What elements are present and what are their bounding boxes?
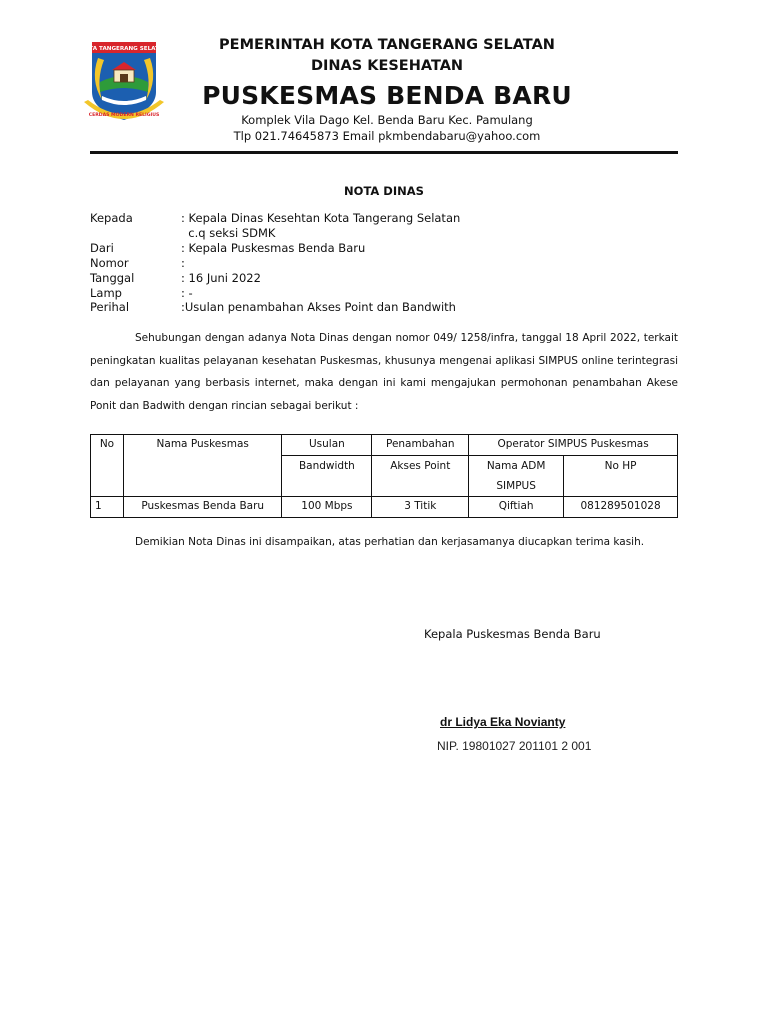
- header-no-hp: No HP: [564, 456, 678, 497]
- field-value-cq: c.q seksi SDMK: [181, 226, 276, 240]
- header-akses-point: Akses Point: [372, 456, 469, 497]
- field-label-kepada: Kepada: [90, 211, 133, 225]
- logo-top-text: KOTA TANGERANG SELATAN: [80, 46, 168, 53]
- signature-nip: NIP. 19801027 201101 2 001: [437, 739, 592, 753]
- field-label-lamp: Lamp: [90, 286, 122, 300]
- logo-door-icon: [120, 74, 128, 82]
- field-value-perihal: :Usulan penambahan Akses Point dan Bandwith: [181, 300, 456, 314]
- field-label-dari: Dari: [90, 241, 114, 255]
- cell-akses-point: 3 Titik: [372, 497, 469, 518]
- table-row: [91, 497, 678, 518]
- table-header-row-1: [91, 435, 678, 456]
- field-value-nomor: :: [181, 256, 185, 270]
- document-title: NOTA DINAS: [344, 184, 424, 198]
- field-value-kepada: : Kepala Dinas Kesehtan Kota Tangerang Selatan: [181, 211, 461, 225]
- header-nama-adm: Nama ADM SIMPUS: [469, 456, 564, 497]
- cell-no-hp: 081289501028: [564, 497, 678, 518]
- header-no: No: [91, 435, 124, 497]
- letterhead-contact: Tlp 021.74645873 Email pkmbendabaru@yahoo.com: [233, 129, 541, 143]
- header-operator: Operator SIMPUS Puskesmas: [469, 435, 678, 456]
- field-label-nomor: Nomor: [90, 256, 129, 270]
- body-paragraph-2: Demikian Nota Dinas ini disampaikan, atas perhatian dan kerjasamanya diucapkan terima kasih.: [135, 536, 645, 548]
- field-value-dari: : Kepala Puskesmas Benda Baru: [181, 241, 366, 255]
- logo-bottom-text: CERDAS MODERN RELIGIUS: [88, 113, 160, 118]
- field-label-tanggal: Tanggal: [90, 271, 135, 285]
- header-penambahan: Penambahan: [372, 435, 469, 456]
- letterhead-department: DINAS KESEHATAN: [310, 58, 464, 74]
- header-nama-puskesmas: Nama Puskesmas: [123, 435, 282, 497]
- letterhead-divider: [90, 151, 678, 154]
- request-table: [90, 434, 678, 518]
- cell-bandwidth: 100 Mbps: [282, 497, 372, 518]
- body-paragraph-1: Sehubungan dengan adanya Nota Dinas dengan nomor 049/ 1258/infra, tanggal 18 April 2022, terkait peningkatan kualitas pelayanan kesehatan Puskesmas, khusunya mengenai aplikasi SIMPUS online terintegrasi dan pelayanan yang berbasis internet, maka dengan ini kami mengajukan permohonan penambahan Akese Ponit dan Badwith dengan rincian sebagai berikut :: [90, 332, 678, 412]
- letterhead-government: PEMERINTAH KOTA TANGERANG SELATAN: [219, 37, 555, 53]
- cell-nama-adm: Qiftiah: [469, 497, 564, 518]
- field-label-perihal: Perihal: [90, 300, 130, 314]
- city-emblem-logo: [76, 40, 172, 126]
- signature-title: Kepala Puskesmas Benda Baru: [424, 627, 601, 641]
- letterhead-institution: PUSKESMAS BENDA BARU: [202, 81, 572, 110]
- field-value-lamp: : -: [181, 286, 193, 300]
- cell-no: 1: [91, 497, 124, 518]
- cell-nama: Puskesmas Benda Baru: [123, 497, 282, 518]
- field-value-tanggal: : 16 Juni 2022: [181, 271, 261, 285]
- header-bandwidth: Bandwidth: [282, 456, 372, 497]
- body-paragraph-1-container: [90, 327, 678, 417]
- body-paragraph-2-container: [90, 534, 678, 551]
- signature-name: dr Lidya Eka Novianty: [440, 715, 566, 729]
- letterhead-address: Komplek Vila Dago Kel. Benda Baru Kec. Pamulang: [241, 113, 533, 127]
- header-usulan: Usulan: [282, 435, 372, 456]
